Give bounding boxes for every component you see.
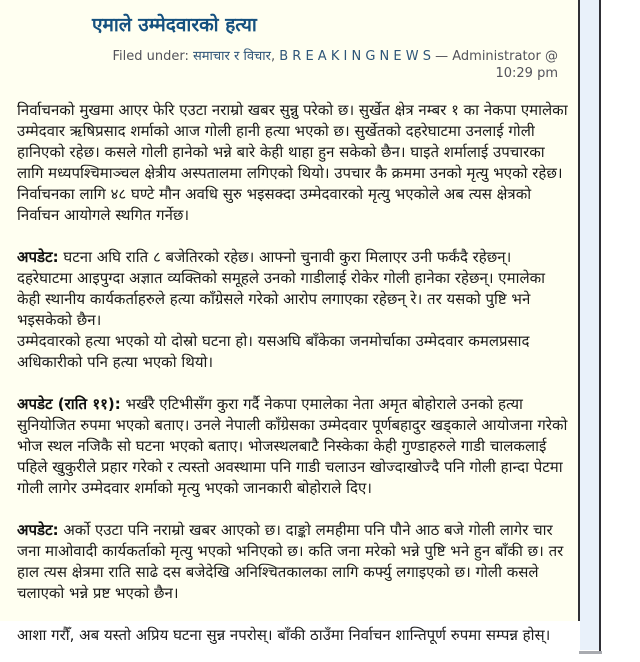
post-paragraph bbox=[17, 100, 568, 226]
update-label: अपडेट: bbox=[17, 521, 59, 539]
paragraph-text: घटना अघि राति ८ बजेतिरको रहेछ। आफ्नो चुनावी कुरा मिलाएर उनी फर्कंदै रहेछन्। दहरेघाटमा आइपुग्दा अज्ञात व्यक्तिको समूहले उनको गाडीलाई रोकेर गोली हानेका रहेछन्। एमालेका केही स्थानीय कार्यकर्ताहरुले हत्या काँग्रेसले गरेको आरोप लगाएका रहेछन् रे। तर यसको पुष्टि भने भइसकेको छैन। bbox=[17, 248, 546, 329]
update-label: अपडेट (राति ११): bbox=[17, 395, 121, 413]
window-right-border bbox=[599, 0, 601, 652]
category-separator: , bbox=[270, 49, 280, 64]
paragraph-text: अर्को एउटा पनि नराम्रो खबर आएको छ। दाङ्को लमहीमा पनि पौने आठ बजे गोली लागेर चार जना माओवादी कार्यकर्ताको मृत्यु भएको भनिएको छ। कति जना मरेको भन्ने पुष्टि भने हुन बाँकी छ। तर हाल त्यस क्षेत्रमा राति साढे दस बजेदेखि अनिश्चितकालका लागि कर्फ्यु लगाइएको छ। गोली कसले चलाएको भन्ने प्रष्ट भएको छैन। bbox=[17, 521, 564, 602]
post-title: एमाले उम्मेदवारको हत्या bbox=[92, 14, 257, 36]
paragraph-text: आशा गरौँ, अब यस्तो अप्रिय घटना सुन्न नपरोस्। बाँकी ठाउँमा निर्वाचन शान्तिपूर्ण रुपमा सम्पन्न होस्। bbox=[17, 626, 551, 644]
paragraph-text: उम्मेदवारको हत्या भएको यो दोस्रो घटना हो। यसअघि बाँकेका जनमोर्चाका उम्मेदवार कमलप्रसाद अधिकारीको पनि हत्या भएको थियो। bbox=[17, 332, 530, 371]
paragraph-text: निर्वाचनको मुखमा आएर फेरि एउटा नराम्रो खबर सुन्नु परेको छ। सुर्खेत क्षेत्र नम्बर १ का नेकपा एमालेका उम्मेदवार ऋषिप्रसाद शर्माको आज गोली हानी हत्या भएको छ। सुर्खेतको दहरेघाटमा उनलाई गोली हानिएको रहेछ। कसले गोली हानेको भन्ने बारे केही थाहा हुन सकेको छैन। घाइते शर्मालाई उपचारका लागि मध्यपश्चिमाञ्चल क्षेत्रीय अस्पतालमा लगिएको थियो। उपचार कै क्रममा उनको मृत्यु भएको रहेछ। निर्वाचनका लागि ४८ घण्टे मौन अवधि सुरु भइसक्दा उम्मेदवारको मृत्यु भएकोले अब त्यस क्षेत्रको निर्वाचन आयोगले स्थगित गर्नेछ। bbox=[17, 101, 568, 224]
right-gutter-strip bbox=[580, 0, 599, 650]
post-paragraph bbox=[17, 331, 568, 373]
post-body bbox=[17, 100, 568, 646]
paragraph-text: भर्खरै एटिभीसँग कुरा गर्दै नेकपा एमालेका नेता अमृत बोहोराले उनको हत्या सुनियोजित रुपमा भएको बताए। उनले नेपाली काँग्रेसका उम्मेदवार पूर्णबहादुर खड्काले आयोजना गरेको भोज स्थल नजिकै सो घटना भएको बताए। भोजस्थलबाटै निस्केका केही गुण्डाहरुले गाडी चालकलाई पहिले खुकुरीले प्रहार गरेको र त्यस्तो अवस्थामा पनि गाडी चलाउन खोज्दाखोज्दै पनि गोली हान्दा पेटमा गोली लागेर उम्मेदवार शर्माको मृत्यु भएको जानकारी बोहोराले दिए। bbox=[17, 395, 568, 497]
gutter-bottom-edge bbox=[579, 651, 602, 654]
post-paragraph-update-1 bbox=[17, 247, 568, 331]
post-paragraph-update-2 bbox=[17, 520, 568, 604]
filed-under-label: Filed under: bbox=[112, 49, 189, 64]
post-meta bbox=[90, 48, 558, 82]
update-label: अपडेट: bbox=[17, 248, 59, 266]
post-byline: — Administrator @ 10:29 pm bbox=[430, 49, 558, 81]
category-link-samachar[interactable]: समाचार र विचार bbox=[193, 49, 271, 64]
post-paragraph-closing bbox=[17, 625, 568, 646]
category-link-breaking-news[interactable]: B R E A K I N G N E W S bbox=[279, 49, 431, 64]
post-paragraph-update-night-11 bbox=[17, 394, 568, 499]
